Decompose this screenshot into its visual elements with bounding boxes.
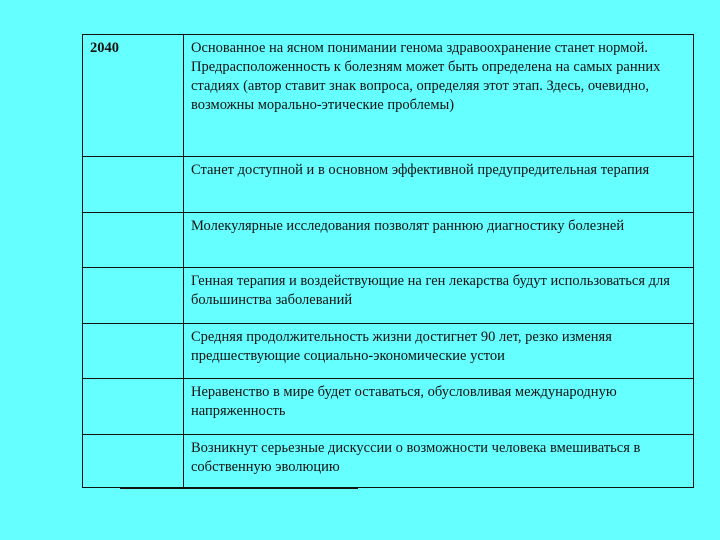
forecast-text: Основанное на ясном понимании генома здравоохранение станет нормой. Предрасположенность к болезням может быть определена на самых ранних стадиях (автор ставит знак вопроса, определяя этот этап. Здесь, очевидно, возможны морально-этические проблемы) (191, 40, 661, 113)
table-row (83, 434, 693, 488)
table-row (83, 156, 693, 213)
forecast-text: Средняя продолжительность жизни достигнет 90 лет, резко изменяя предшествующие социально-экономические устои (191, 329, 612, 364)
table-row (83, 35, 693, 156)
table-row (83, 378, 693, 435)
forecast-table (82, 34, 694, 488)
year-cell-empty (83, 157, 184, 213)
year-cell (83, 35, 184, 156)
table-row (83, 212, 693, 268)
forecast-text: Возникнут серьезные дискуссии о возможности человека вмешиваться в собственную эволюцию (191, 440, 641, 475)
bottom-rule (120, 488, 358, 489)
year-cell-empty (83, 268, 184, 324)
forecast-text: Неравенство в мире будет оставаться, обусловливая международную напряженность (191, 384, 617, 419)
year-cell-empty (83, 324, 184, 379)
table-row (83, 323, 693, 379)
year-label: 2040 (90, 40, 119, 56)
forecast-text: Молекулярные исследования позволят раннюю диагностику болезней (191, 218, 625, 234)
year-cell-empty (83, 379, 184, 435)
forecast-text: Генная терапия и воздействующие на ген лекарства будут использоваться для большинства заболеваний (191, 273, 670, 308)
year-cell-empty (83, 435, 184, 488)
forecast-text: Станет доступной и в основном эффективной предупредительная терапия (191, 162, 650, 178)
year-cell-empty (83, 213, 184, 268)
table-row (83, 267, 693, 324)
